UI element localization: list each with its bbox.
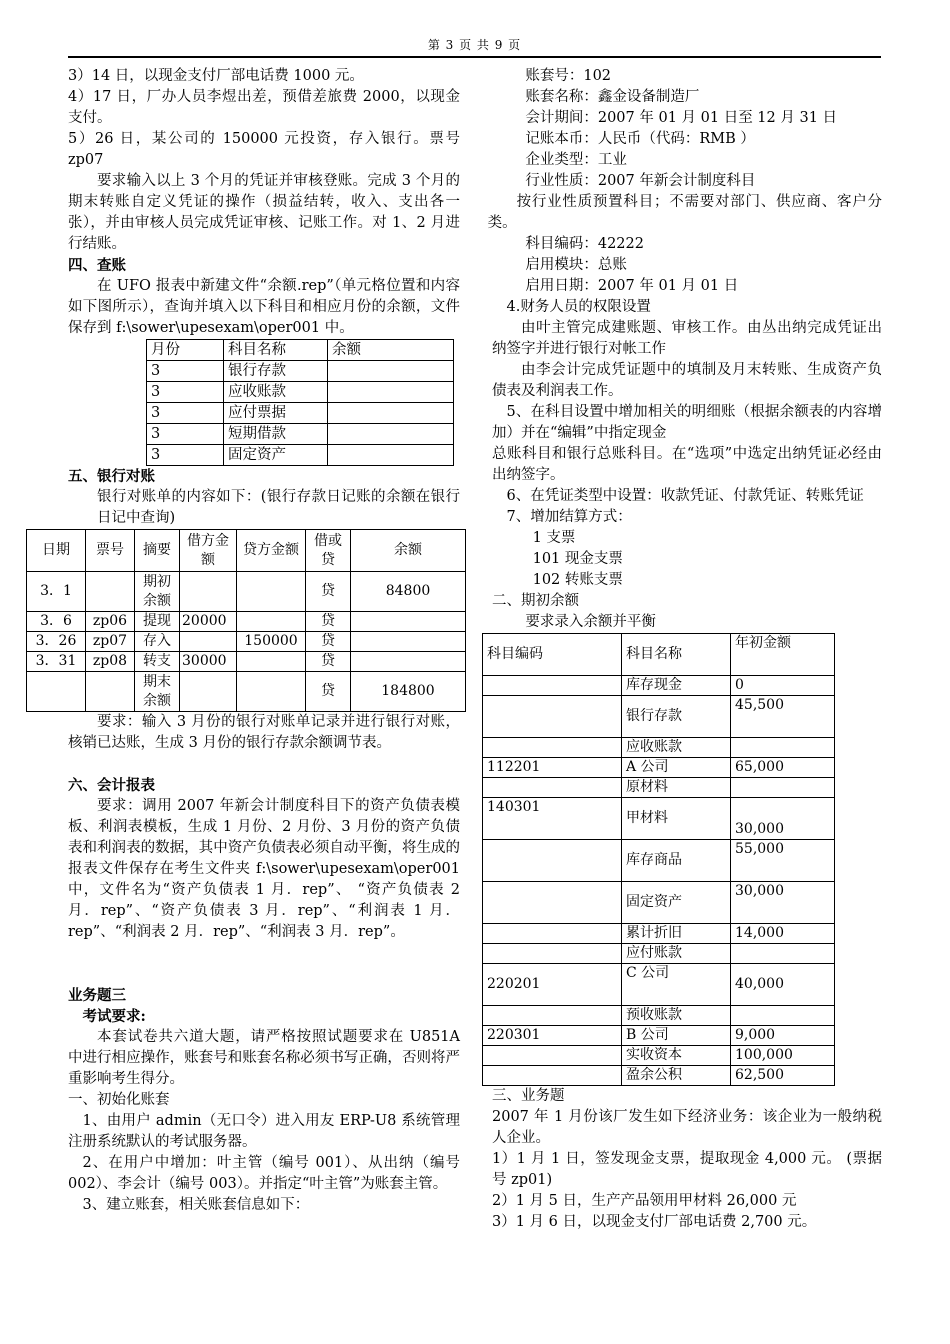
table-header-cell: 科目编码 — [483, 634, 622, 676]
paragraph: 账套号：102 — [525, 68, 612, 84]
paragraph: 102 转账支票 — [532, 572, 623, 588]
paragraph: 1）1 月 1 日，签发现金支票，提取现金 4,000 元。 (票据号 zp01) — [492, 1151, 882, 1188]
table-row: 应收账款 — [483, 738, 835, 758]
table-row: 3．1 期初余额 贷 84800 — [27, 572, 466, 612]
section-heading: 考试要求: — [82, 1008, 146, 1025]
table-header-cell: 年初金额 — [731, 634, 835, 676]
opening-balance-table — [482, 633, 835, 1086]
paragraph: 账套名称：鑫金设备制造厂 — [525, 89, 700, 105]
table-row: 3．31 zp08 转支 30000 贷 — [27, 652, 466, 672]
table-header-cell: 日期 — [27, 530, 86, 572]
paragraph: 1、由用户 admin（无口令）进入用友 ERP-U8 系统管理注册系统默认的考试服务器。 — [68, 1113, 460, 1150]
paragraph: 2007 年 1 月份该厂发生如下经济业务：该企业为一般纳税人企业。 — [492, 1109, 882, 1146]
table-row: 应付账款 — [483, 944, 835, 964]
paragraph: 3）1 月 6 日，以现金支付厂部电话费 2,700 元。 — [492, 1214, 817, 1230]
table-row: 3 固定资产 — [147, 445, 454, 466]
paragraph: 2）1 月 5 日，生产产品领用甲材料 26,000 元 — [492, 1193, 797, 1209]
table-header-cell: 余额 — [351, 530, 466, 572]
spacer — [68, 943, 460, 985]
table-row: 固定资产 30,000 — [483, 882, 835, 924]
paragraph: 由李会计完成凭证题中的填制及月末转账、生成资产负债表及利润表工作。 — [492, 362, 882, 399]
section-heading: 业务题三 — [68, 987, 126, 1004]
table-row: 期末余额 贷 184800 — [27, 672, 466, 712]
paragraph: 5）26 日，某公司的 150000 元投资，存入银行。票号 zp07 — [68, 131, 460, 168]
paragraph: 记账本币：人民币（代码：RMB ） — [525, 131, 755, 147]
section-heading: 五、银行对账 — [68, 468, 155, 485]
paragraph: 科目编码：42222 — [525, 236, 644, 252]
paragraph: 要求录入余额并平衡 — [525, 614, 656, 630]
table-row: 3 应付票据 — [147, 403, 454, 424]
paragraph: 在 UFO 报表中新建文件“余额.rep”（单元格位置和内容如下图所示），查询并填入以下科目和相应月份的余额，文件保存到 f:\sower\upesexam\oper001 中。 — [68, 278, 460, 336]
page-header: 第 3 页 共 9 页 — [427, 38, 522, 52]
paragraph: 2、在用户中增加：叶主管（编号 001）、从出纳（编号 002）、李会计（编号 003）。并指定“叶主管”为账套主管。 — [68, 1155, 460, 1192]
paragraph: 7、增加结算方式： — [506, 509, 632, 525]
balance-query-table — [146, 339, 454, 466]
table-row: 3 银行存款 — [147, 361, 454, 382]
paragraph: 101 现金支票 — [532, 551, 623, 567]
paragraph: 启用模块：总账 — [525, 257, 627, 273]
table-header-cell: 余额 — [328, 340, 454, 361]
table-row: 112201 A 公司 65,000 — [483, 758, 835, 778]
table-header-cell: 贷方金额 — [237, 530, 306, 572]
table-row: 累计折旧 14,000 — [483, 924, 835, 944]
table-header-cell: 月份 — [147, 340, 224, 361]
table-header-cell: 票号 — [86, 530, 135, 572]
table-header-cell: 科目名称 — [224, 340, 328, 361]
table-header-cell: 摘要 — [135, 530, 180, 572]
table-row: 220301 B 公司 9,000 — [483, 1026, 835, 1046]
paragraph: 要求输入以上 3 个月的凭证并审核登账。完成 3 个月的期末转账自定义凭证的操作（损益结转，收入、支出各一张），并由审核人员完成凭证审核、记账工作。对 1、2 月进行结账。 — [68, 173, 460, 252]
paragraph: 4）17 日，厂办人员李煜出差，预借差旅费 2000，以现金支付。 — [68, 89, 460, 126]
table-header-cell: 科目名称 — [622, 634, 731, 676]
paragraph: 按行业性质预置科目；不需要对部门、供应商、客户分类。 — [487, 194, 882, 231]
table-row: 3．26 zp07 存入 150000 贷 — [27, 632, 466, 652]
paragraph: 行业性质：2007 年新会计制度科目 — [525, 173, 756, 189]
paragraph: 1 支票 — [532, 530, 576, 546]
section-heading: 六、会计报表 — [68, 777, 155, 794]
table-header-cell: 借或贷 — [306, 530, 351, 572]
paragraph: 会计期间：2007 年 01 月 01 日至 12 月 31 日 — [525, 110, 838, 126]
header-rule — [68, 56, 881, 58]
paragraph: 3、建立账套，相关账套信息如下： — [82, 1197, 310, 1213]
table-row: 3．6 zp06 提现 20000 贷 — [27, 612, 466, 632]
paragraph: 3）14 日，以现金支付厂部电话费 1000 元。 — [68, 68, 364, 84]
section-heading: 二、期初余额 — [492, 593, 579, 609]
paragraph: 4.财务人员的权限设置 — [506, 299, 651, 315]
paragraph: 银行对账单的内容如下：(银行存款日记账的余额在银行日记中查询) — [97, 489, 460, 526]
table-row: 库存商品 55,000 — [483, 840, 835, 882]
table-row: 3 应收账款 — [147, 382, 454, 403]
table-row: 220201 C 公司 40,000 — [483, 964, 835, 1006]
paragraph: 启用日期：2007 年 01 月 01 日 — [525, 278, 739, 294]
table-row: 银行存款 45,500 — [483, 696, 835, 738]
paragraph: 由叶主管完成建账题、审核工作。由丛出纳完成凭证出纳签字并进行银行对帐工作 — [492, 320, 882, 357]
paragraph: 6、在凭证类型中设置：收款凭证、付款凭证、转账凭证 — [506, 488, 864, 504]
left-column — [35, 66, 460, 1216]
section-heading: 四、查账 — [68, 257, 126, 274]
table-header-cell: 借方金额 — [180, 530, 237, 572]
table-row: 预收账款 — [483, 1006, 835, 1026]
paragraph: 一、初始化账套 — [68, 1092, 170, 1108]
table-row: 140301 甲材料 30,000 — [483, 798, 835, 840]
spacer — [68, 754, 460, 775]
table-row: 盈余公积 62,500 — [483, 1066, 835, 1086]
table-row: 实收资本 100,000 — [483, 1046, 835, 1066]
paragraph: 企业类型：工业 — [525, 152, 627, 168]
right-column — [487, 66, 882, 1233]
paragraph: 5、在科目设置中增加相关的明细账（根据余额表的内容增加）并在“编辑”中指定现金 — [492, 404, 882, 441]
paragraph: 本套试卷共六道大题，请严格按照试题要求在 U851A 中进行相应操作，账套号和账套名称必须书写正确，否则将严重影响考生得分。 — [68, 1029, 460, 1087]
paragraph: 总账科目和银行总账科目。在“选项”中选定出纳凭证必经由出纳签字。 — [492, 446, 882, 483]
paragraph: 要求：输入 3 月份的银行对账单记录并进行银行对账，核销已达账，生成 3 月份的银行存款余额调节表。 — [68, 714, 460, 751]
table-row: 库存现金 0 — [483, 676, 835, 696]
paragraph: 要求：调用 2007 年新会计制度科目下的资产负债表模板、利润表模板，生成 1 月份、2 月份、3 月份的资产负债表和利润表的数据，其中资产负债表必须自动平衡，将生成的报表文件保存在考生文件夹 f:\sower\upesexam\oper001 中，文件名为“资产负债表 1 月．rep”、 “资产负债表 2 月．rep”、“资产负债表 3 月．rep”、“利润表 1 月．rep”、“利润表 2 月．rep”、“利润表 3 月．rep”。 — [68, 798, 460, 940]
table-row: 原材料 — [483, 778, 835, 798]
bank-statement-table — [26, 529, 466, 712]
table-row: 3 短期借款 — [147, 424, 454, 445]
section-heading: 三、业务题 — [492, 1088, 565, 1104]
